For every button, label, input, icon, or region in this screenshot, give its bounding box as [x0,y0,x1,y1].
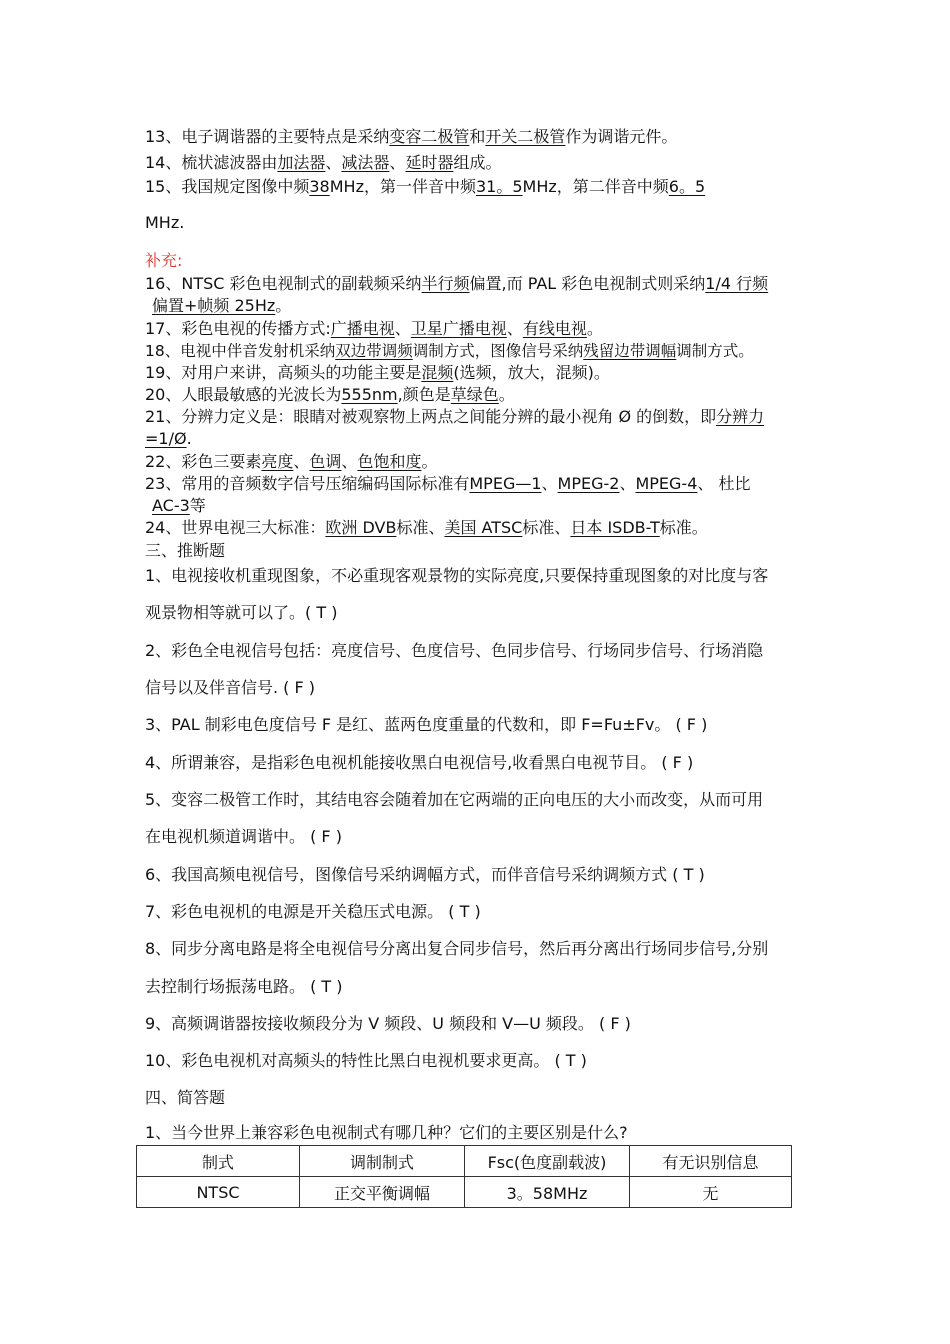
answer: 卫星广播电视 [410,319,507,338]
judgement-line: 10、彩色电视机对高频头的特性比黑白电视机要求更高。 ( T ) [145,1051,587,1070]
answer: 减法器 [341,153,390,172]
table-cell: 无 [630,1177,792,1208]
judgement-line: 9、高频调谐器按接收频段分为 V 频段、U 频段和 V—U 频段。 ( F ) [145,1014,631,1033]
fill-q15-unit: MHz. [145,213,185,232]
answer: 欧洲 DVB [325,518,397,537]
answer: 31。5 [475,177,523,196]
judgement-line: 2、彩色全电视信号包括：亮度信号、色度信号、色同步信号、行场同步信号、行场消隐 [145,641,764,660]
table-header-cell: 制式 [137,1146,300,1177]
answer: 草绿色 [450,385,499,404]
judgement-line: 观景物相等就可以了。( T ) [145,603,338,622]
answer: =1/Ø [145,429,187,448]
answer: 美国 ATSC [444,518,523,537]
table-header-cell: Fsc(色度副载波) [465,1146,630,1177]
judgement-line: 去控制行场振荡电路。 ( T ) [145,977,343,996]
answer: MPEG-4 [635,474,698,493]
fill-q19: 19、对用户来讲，高频头的功能主要是混频(选频，放大，混频)。 [145,363,610,382]
fill-q20: 20、人眼最敏感的光波长为555nm,颜色是草绿色。 [145,385,515,404]
fill-q17: 17、彩色电视的传播方式:广播电视、卫星广播电视、有线电视。 [145,319,603,338]
answer: 延时器 [405,153,454,172]
answer: 日本 ISDB-T [570,518,660,537]
judgement-line: 4、所谓兼容，是指彩色电视机能接收黑白电视信号,收看黑白电视节目。 ( F ) [145,753,694,772]
fill-q16-cont: 偏置+帧频 25Hz。 [152,296,292,315]
fill-q16: 16、NTSC 彩色电视制式的副载频采纳半行频偏置,而 PAL 彩色电视制式则采纳1/4 行频 [145,274,769,293]
section-heading-judgement: 三、推断题 [145,541,226,560]
table-cell: NTSC [137,1177,300,1208]
table-header-cell: 调制制式 [300,1146,465,1177]
judgement-line: 5、变容二极管工作时，其结电容会随着加在它两端的正向电压的大小而改变，从而可用 [145,790,764,809]
fill-q22: 22、彩色三要素亮度、色调、色饱和度。 [145,452,438,471]
table-header-row [137,1146,792,1177]
supplement-label: 补充: [145,251,183,270]
table-header-cell: 有无识别信息 [630,1146,792,1177]
answer: 色饱和度 [357,452,422,471]
judgement-line: 7、彩色电视机的电源是开关稳压式电源。 ( T ) [145,902,481,921]
answer: 变容二极管 [389,127,470,146]
table-cell: 正交平衡调幅 [300,1177,465,1208]
answer: MPEG—1 [469,474,542,493]
fill-q13: 13、电子调谐器的主要特点是采纳变容二极管和开关二极管作为调谐元件。 [145,127,678,146]
answer: 双边带调频 [335,342,413,360]
section-heading-short-answer: 四、简答题 [145,1088,226,1107]
fill-q15: 15、我国规定图像中频38MHz，第一伴音中频31。5MHz，第二伴音中频6。5 [145,177,706,196]
judgement-line: 6、我国高频电视信号，图像信号采纳调幅方式，而伴音信号采纳调频方式 ( T ) [145,865,705,884]
answer: 加法器 [277,153,326,172]
answer: 555nm [341,385,398,404]
answer: 偏置+帧频 25Hz [152,296,276,315]
answer: 38 [309,177,330,196]
table-row [137,1177,792,1208]
table-cell: 3。58MHz [465,1177,630,1208]
answer: 亮度 [261,452,294,471]
judgement-line: 信号以及伴音信号. ( F ) [145,678,316,697]
judgement-line: 8、同步分离电路是将全电视信号分离出复合同步信号，然后再分离出行场同步信号,分别 [145,939,769,958]
answer: 分辨力 [716,407,765,426]
answer: 色调 [309,452,342,471]
fill-q23: 23、常用的音频数字信号压缩编码国际标准有MPEG—1、MPEG-2、MPEG-4、 杜比 [145,474,751,493]
fill-q21-cont: =1/Ø. [145,429,192,448]
fill-q18: 18、电视中伴音发射机采纳双边带调频调制方式，图像信号采纳残留边带调幅调制方式。 [145,342,754,360]
fill-q23-cont: AC-3等 [152,496,206,515]
judgement-line: 在电视机频道调谐中。 ( F ) [145,827,342,846]
judgement-line: 1、电视接收机重现图象，不必重现客观景物的实际亮度,只要保持重现图象的对比度与客 [145,566,769,585]
fill-q14: 14、梳状滤波器由加法器、减法器、延时器组成。 [145,153,502,172]
answer: 半行频 [421,274,470,293]
answer: 混频 [421,363,454,382]
answer: 广播电视 [330,319,395,338]
short-answer-question: 1、当今世界上兼容彩色电视制式有哪几种？它们的主要区别是什么? [145,1123,628,1142]
answer: 开关二极管 [485,127,566,146]
fill-q21: 21、分辨力定义是：眼睛对被观察物上两点之间能分辨的最小视角 Ø 的倒数，即分辨力 [145,407,765,426]
answer: 6。5 [668,177,706,196]
fill-q24: 24、世界电视三大标准：欧洲 DVB标准、美国 ATSC标准、日本 ISDB-T标准。 [145,518,708,537]
answer: AC-3 [152,496,190,515]
judgement-line: 3、PAL 制彩电色度信号 F 是红、蓝两色度重量的代数和，即 F=Fu±Fv。 ( F ) [145,715,708,734]
answer: 残留边带调幅 [583,342,677,360]
answer: 1/4 行频 [705,274,769,293]
answer: MPEG-2 [557,474,620,493]
tv-system-table [136,1145,792,1208]
answer: 有线电视 [522,319,587,338]
